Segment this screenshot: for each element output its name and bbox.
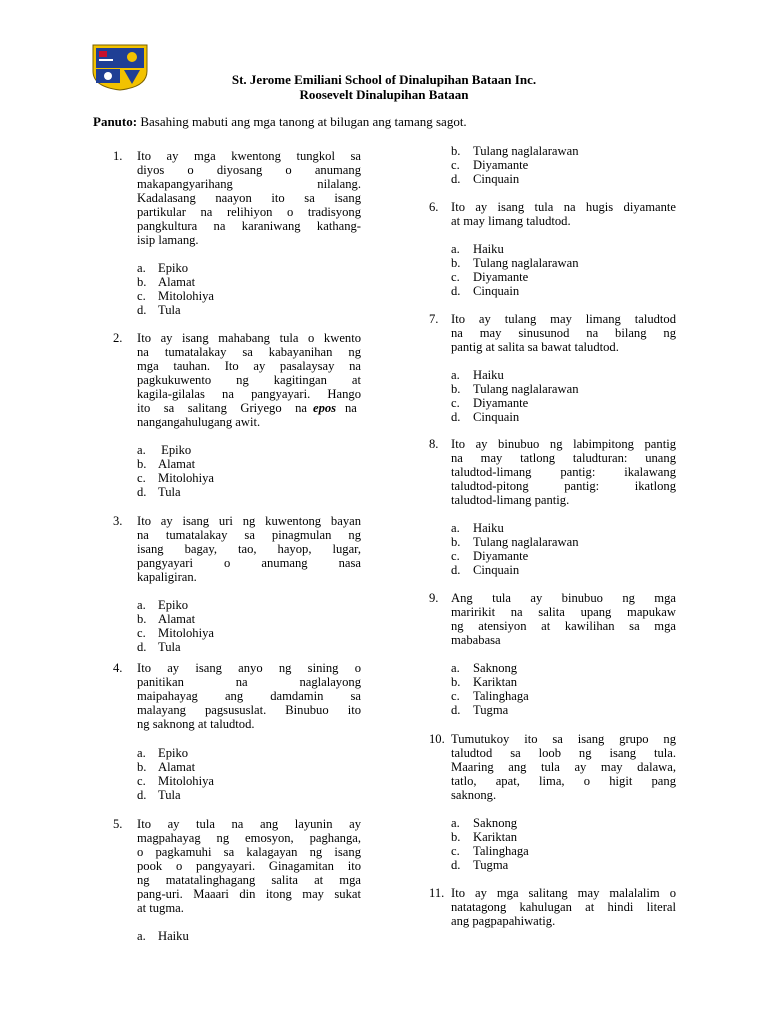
- question-text-line: isang bagay, tao, hayop, lugar,: [137, 542, 361, 556]
- option-text: Haiku: [158, 929, 189, 943]
- question-text-line: diyos o diyosang o anumang: [137, 163, 361, 177]
- option-text: Mitolohiya: [158, 774, 214, 788]
- question-text-line: pangyayari o anumang nasa: [137, 556, 361, 570]
- question-text-line: Ito ay isang mahabang tula o kwento: [137, 331, 361, 345]
- question-text-line: nangangahulugang awit.: [137, 415, 261, 429]
- option-text: Cinquain: [473, 410, 520, 424]
- option-text: Tulang naglalarawan: [473, 535, 579, 549]
- school-name: St. Jerome Emiliani School of Dinalupihan Bataan Inc.: [231, 72, 537, 87]
- question-text-line: at tugma.: [137, 901, 184, 915]
- option-letter: c.: [451, 844, 460, 858]
- option-letter: d.: [451, 284, 461, 298]
- question-text-line: ng atensiyon at kawilihan sa mga: [451, 619, 676, 633]
- option-text: Tugma: [473, 703, 509, 717]
- option-letter: c.: [451, 158, 460, 172]
- option-text: Haiku: [473, 242, 504, 256]
- option-letter: c.: [137, 289, 146, 303]
- option-text: Kariktan: [473, 675, 518, 689]
- option-letter: a.: [451, 661, 460, 675]
- question-number: 8.: [429, 437, 439, 451]
- school-address: Roosevelt Dinalupihan Bataan: [299, 87, 469, 102]
- question-text-line: Kadalasang naayon ito sa isang: [137, 191, 361, 205]
- option-text: Cinquain: [473, 172, 520, 186]
- option-letter: d.: [451, 410, 461, 424]
- option-letter: b.: [451, 535, 461, 549]
- option-text: Mitolohiya: [158, 471, 214, 485]
- option-letter: a.: [137, 746, 146, 760]
- question-text-line: Ang tula ay binubuo ng mga: [451, 591, 676, 605]
- option-text: Diyamante: [473, 549, 529, 563]
- question-text-line: natatagong kahulugan at hindi literal: [451, 900, 676, 914]
- option-text: Tula: [158, 788, 181, 802]
- question-number: 7.: [429, 312, 439, 326]
- option-text: Cinquain: [473, 563, 520, 577]
- question-text-line: maririkit na salita upang mapukaw: [451, 605, 676, 619]
- option-text: Diyamante: [473, 396, 529, 410]
- option-text: Tugma: [473, 858, 509, 872]
- option-text: Saknong: [473, 816, 518, 830]
- question-text-line: taludtod sa loob ng isang tula.: [451, 746, 676, 760]
- option-text: Tula: [158, 640, 181, 654]
- question-text-line: pangkultura na karaniwang kathang-: [137, 219, 361, 233]
- option-text: Talinghaga: [473, 844, 529, 858]
- option-text: Epiko: [158, 261, 189, 275]
- option-letter: d.: [137, 788, 147, 802]
- question-text-line: Ito ay isang anyo ng sining o: [137, 661, 361, 675]
- option-text: Alamat: [158, 612, 196, 626]
- question-text-line: na tumatalakay sa kabayanihan ng: [137, 345, 361, 359]
- question-number: 3.: [113, 514, 123, 528]
- question-text-line: Ito ay isang uri ng kuwentong bayan: [137, 514, 361, 528]
- question-text-line: Ito ay tulang may limang taludtod: [451, 312, 676, 326]
- option-letter: a.: [451, 368, 460, 382]
- question-text-line: tatlo, apat, lima, o higit pang: [451, 774, 676, 788]
- question-text-line: makapangyarihang nilalang.: [137, 177, 361, 191]
- option-letter: c.: [137, 471, 146, 485]
- option-text: Alamat: [158, 760, 196, 774]
- question-text-fragment: na: [345, 401, 357, 415]
- question-text-line: isip lamang.: [137, 233, 199, 247]
- question-text-line: taludtod-pitong pantig: ikatlong: [451, 479, 676, 493]
- option-letter: a.: [451, 521, 460, 535]
- question-number: 11.: [429, 886, 445, 900]
- option-letter: c.: [451, 396, 460, 410]
- option-letter: b.: [451, 256, 461, 270]
- option-text: Epiko: [158, 443, 192, 457]
- question-text-line: saknong.: [451, 788, 497, 802]
- question-number: 1.: [113, 149, 123, 163]
- option-letter: b.: [451, 830, 461, 844]
- question-text-line: Tumutukoy ito sa isang grupo ng: [451, 732, 676, 746]
- question-text-line: Ito ay binubuo ng labimpitong pantig: [451, 437, 676, 451]
- question-text-line: malayang pagsususlat. Binubuo ito: [137, 703, 361, 717]
- option-letter: a.: [137, 261, 146, 275]
- emphasis-word: epos: [313, 401, 337, 415]
- option-text: Epiko: [158, 598, 189, 612]
- option-letter: b.: [451, 675, 461, 689]
- question-text-line: magpahayag ng emosyon, paghanga,: [137, 831, 361, 845]
- option-letter: d.: [137, 303, 147, 317]
- option-letter: d.: [137, 485, 147, 499]
- question-text-line: taludtod-limang pantig: ikalawang: [451, 465, 676, 479]
- option-letter: b.: [137, 612, 147, 626]
- option-text: Mitolohiya: [158, 626, 214, 640]
- option-letter: d.: [451, 172, 461, 186]
- option-text: Alamat: [158, 275, 196, 289]
- question-text-line: panitikan na naglalayong: [137, 675, 361, 689]
- question-text-line: ng matatalinghagang salita at mga: [137, 873, 361, 887]
- question-text-line: mga tauhan. Ito ay pasalaysay na: [137, 359, 361, 373]
- option-text: Diyamante: [473, 158, 529, 172]
- question-number: 4.: [113, 661, 123, 675]
- instructions-label: Panuto:: [93, 114, 138, 129]
- question-text-line: na tumatalakay sa pinagmulan ng: [137, 528, 361, 542]
- option-letter: b.: [137, 457, 147, 471]
- option-text: Tula: [158, 303, 181, 317]
- question-text-line: mababasa: [451, 633, 501, 647]
- question-text-line: ang pagpapahiwatig.: [451, 914, 556, 928]
- question-number: 2.: [113, 331, 123, 345]
- option-text: Cinquain: [473, 284, 520, 298]
- option-letter: a.: [137, 443, 146, 457]
- question-text-line: at may limang taludtod.: [451, 214, 571, 228]
- option-letter: a.: [137, 598, 146, 612]
- option-text: Tulang naglalarawan: [473, 144, 579, 158]
- question-text-line: pantig at salita sa bawat taludtod.: [451, 340, 619, 354]
- option-letter: d.: [137, 640, 147, 654]
- question-text-line: pagkukuwento ng kagitingan at: [137, 373, 361, 387]
- option-text: Tulang naglalarawan: [473, 256, 579, 270]
- question-text-line: ito sa salitang Griyego na: [137, 401, 307, 415]
- option-letter: d.: [451, 563, 461, 577]
- option-letter: c.: [137, 626, 146, 640]
- option-text: Saknong: [473, 661, 518, 675]
- option-text: Kariktan: [473, 830, 518, 844]
- option-text: Talinghaga: [473, 689, 529, 703]
- question-text-line: Ito ay mga kwentong tungkol sa: [137, 149, 361, 163]
- question-text-line: pook o pangyayari. Ginagamitan ito: [137, 859, 361, 873]
- option-letter: b.: [451, 382, 461, 396]
- option-letter: b.: [137, 760, 147, 774]
- question-text-line: na may tatlong taludturan: unang: [451, 451, 676, 465]
- question-text-line: Ito ay mga salitang may malalalim o: [451, 886, 676, 900]
- question-number: 9.: [429, 591, 439, 605]
- option-letter: c.: [451, 689, 460, 703]
- option-letter: d.: [451, 703, 461, 717]
- question-text-line: Ito ay tula na ang layunin ay: [137, 817, 361, 831]
- option-text: Epiko: [158, 746, 189, 760]
- question-text-line: pang-uri. Maaari din itong may sukat: [137, 887, 361, 901]
- option-text: Tula: [158, 485, 181, 499]
- option-letter: c.: [451, 270, 460, 284]
- option-letter: b.: [451, 144, 461, 158]
- question-text-line: partikular na relihiyon o tradisyong: [137, 205, 361, 219]
- option-letter: c.: [137, 774, 146, 788]
- option-letter: a.: [137, 929, 146, 943]
- question-text-line: na may sinusunod na bilang ng: [451, 326, 676, 340]
- option-text: Alamat: [158, 457, 196, 471]
- instructions: [93, 115, 467, 129]
- instructions-text: Basahing mabuti ang mga tanong at bilugan ang tamang sagot.: [137, 114, 467, 129]
- option-text: Diyamante: [473, 270, 529, 284]
- question-text-line: taludtod-limang pantig.: [451, 493, 570, 507]
- option-text: Mitolohiya: [158, 289, 214, 303]
- option-letter: c.: [451, 549, 460, 563]
- question-number: 5.: [113, 817, 123, 831]
- option-text: Tulang naglalarawan: [473, 382, 579, 396]
- question-number: 6.: [429, 200, 439, 214]
- option-text: Haiku: [473, 521, 504, 535]
- option-letter: d.: [451, 858, 461, 872]
- option-text: Haiku: [473, 368, 504, 382]
- option-letter: a.: [451, 242, 460, 256]
- question-text-line: Ito ay isang tula na hugis diyamante: [451, 200, 676, 214]
- question-text-line: ng saknong at taludtod.: [137, 717, 255, 731]
- option-letter: a.: [451, 816, 460, 830]
- question-text-line: Maaring ang tula ay may dalawa,: [451, 760, 676, 774]
- question-text-line: maipahayag ang damdamin sa: [137, 689, 361, 703]
- question-text-line: kapaligiran.: [137, 570, 197, 584]
- option-letter: b.: [137, 275, 147, 289]
- question-number: 10.: [429, 732, 445, 746]
- question-text-line: kagila-gilalas na pangyayari. Hango: [137, 387, 361, 401]
- question-text-line: o pagkamuhi sa kalagayan ng isang: [137, 845, 361, 859]
